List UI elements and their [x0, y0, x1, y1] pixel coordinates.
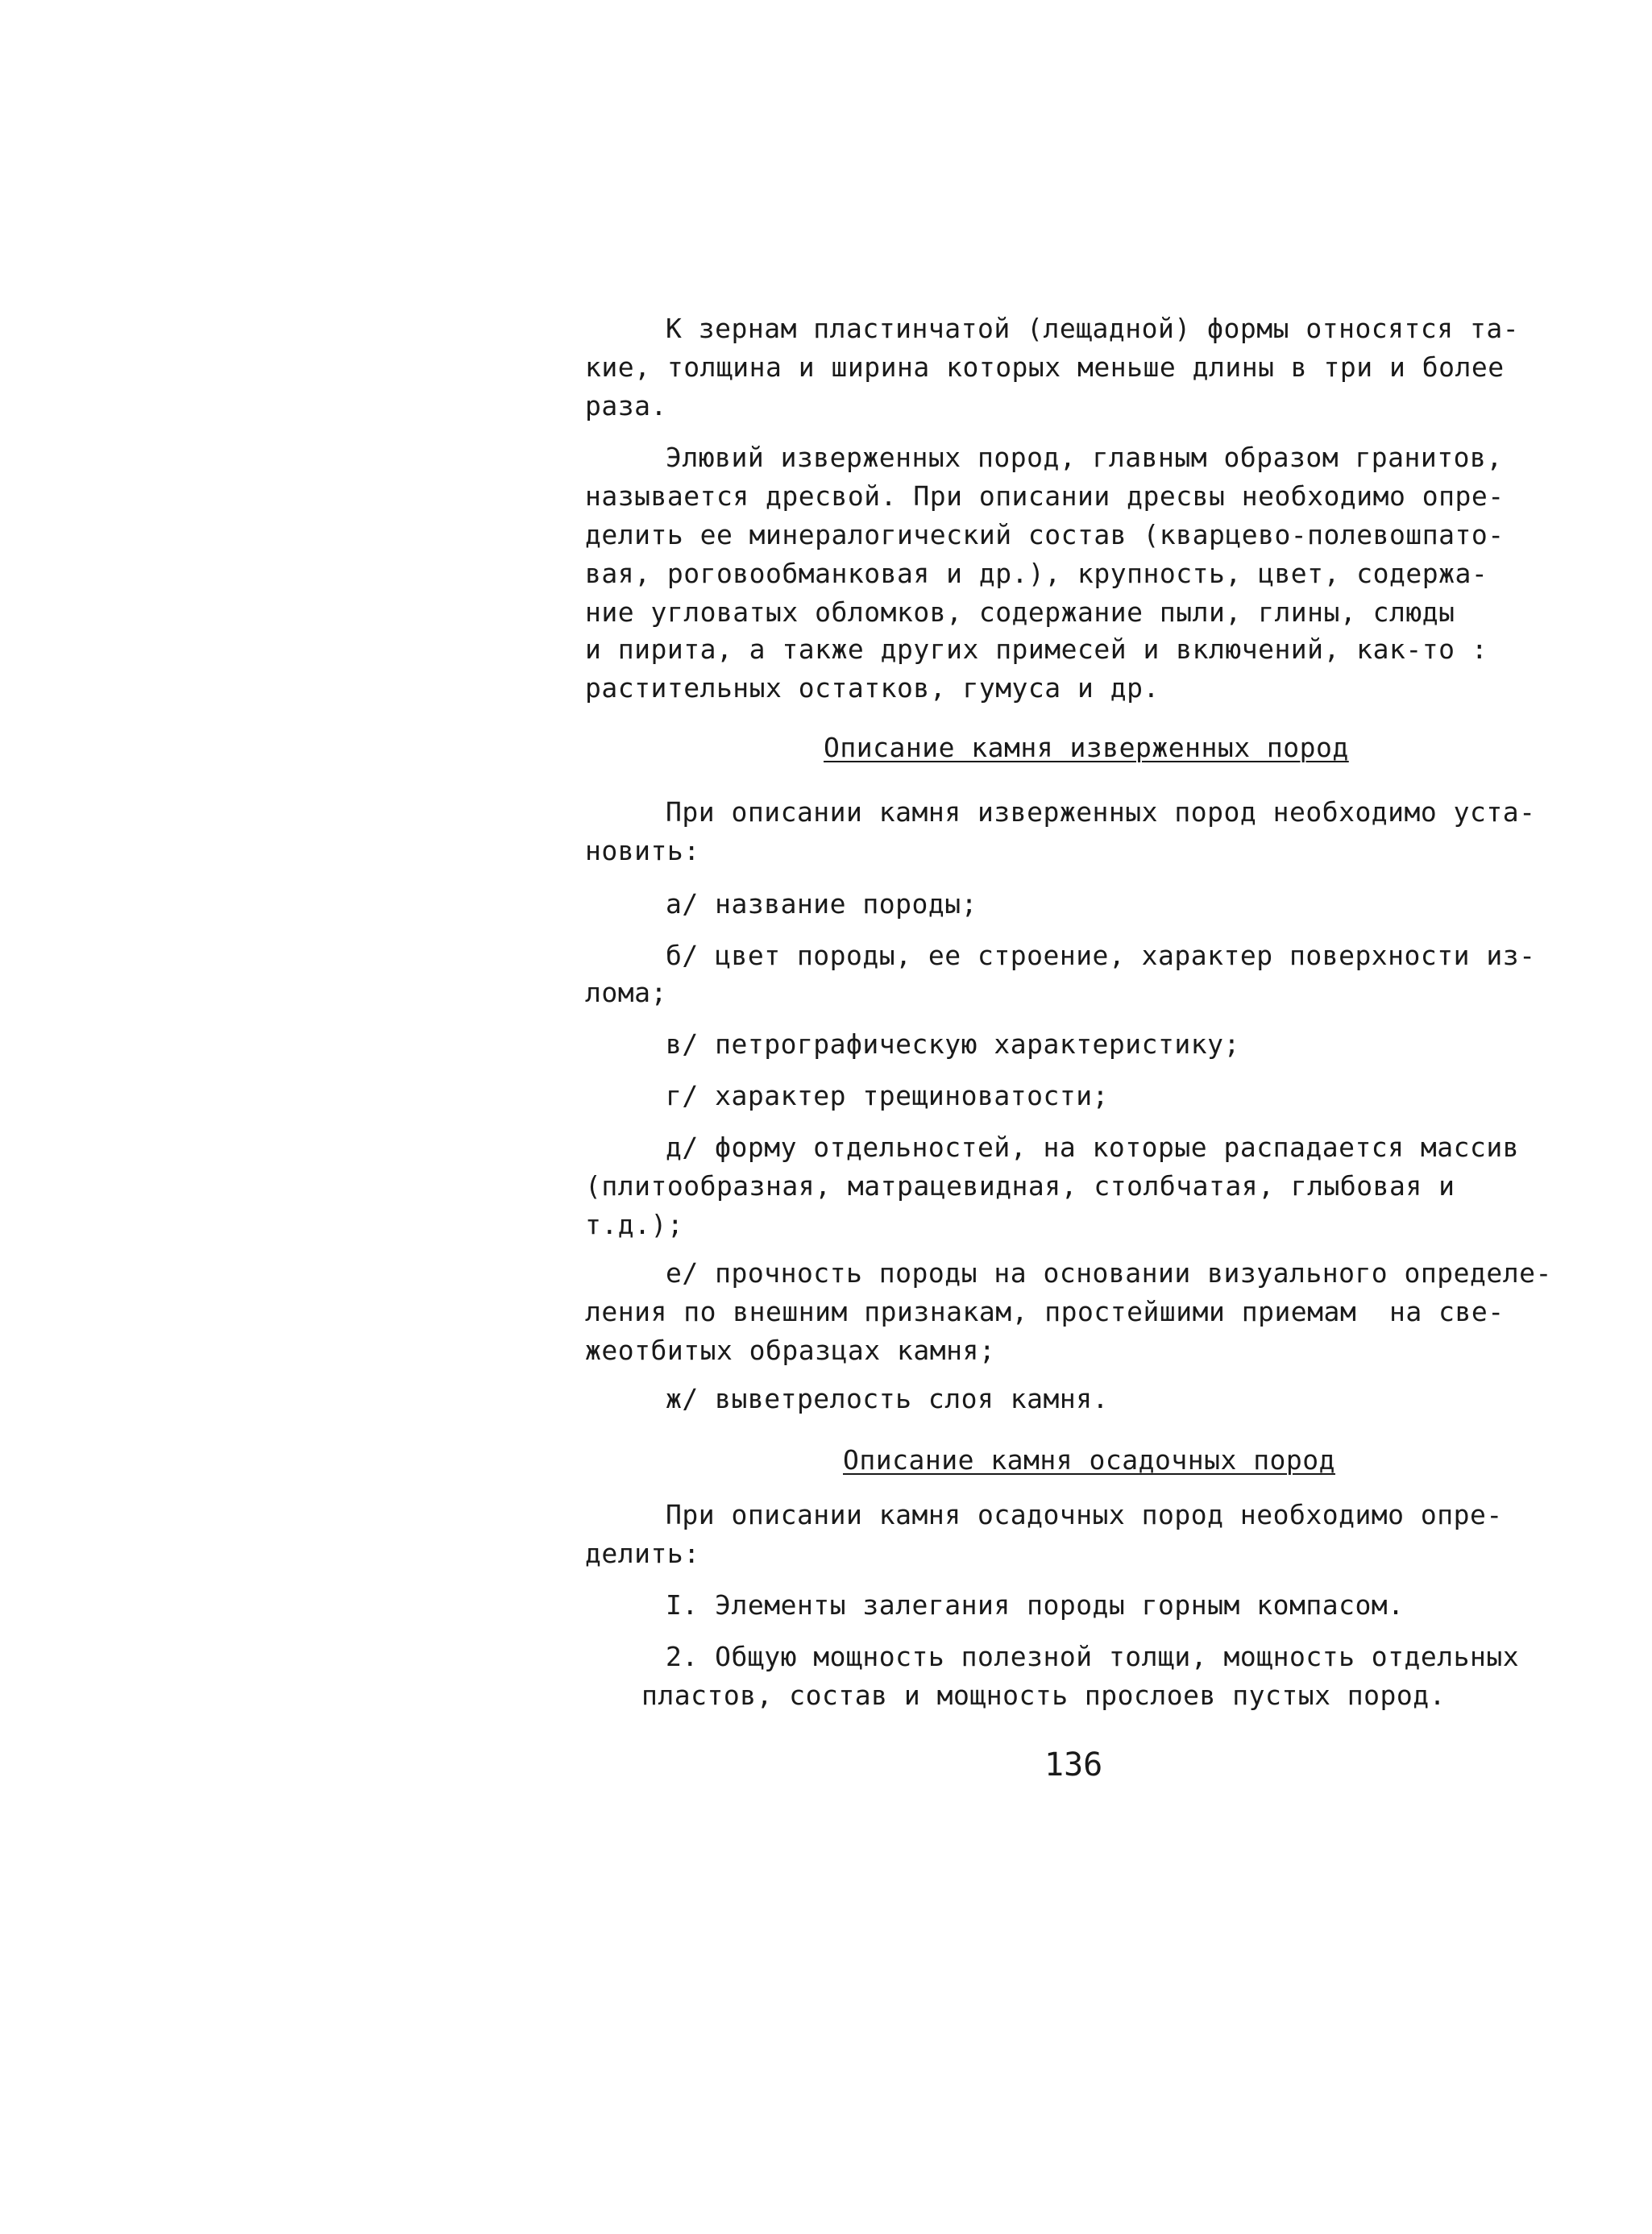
text-line: лома;	[585, 977, 667, 1008]
text-line: жеотбитых образцах камня;	[585, 1335, 996, 1366]
text-line: При описании камня изверженных пород необходимо уста-	[666, 796, 1536, 828]
list-item: I. Элементы залегания породы горным компасом.	[666, 1589, 1405, 1621]
list-item: б/ цвет породы, ее строение, характер поверхности из-	[666, 940, 1536, 971]
text-line: ние угловатых обломков, содержание пыли, глины, слюды	[585, 596, 1455, 628]
section-heading: Описание камня изверженных пород	[824, 732, 1349, 763]
list-item: а/ название породы;	[666, 888, 978, 920]
list-item: в/ петрографическую характеристику;	[666, 1028, 1240, 1060]
text-line: кие, толщина и ширина которых меньше длины в три и более	[585, 351, 1505, 383]
list-item: е/ прочность породы на основании визуального определе-	[666, 1257, 1552, 1289]
list-item: ж/ выветрелость слоя камня.	[666, 1383, 1109, 1414]
text-line: (плитообразная, матрацевидная, столбчатая, глыбовая и	[585, 1170, 1455, 1202]
list-item: г/ характер трещиноватости;	[666, 1080, 1109, 1111]
text-line: т.д.);	[585, 1209, 684, 1240]
list-item: 2. Общую мощность полезной толщи, мощность отдельных	[666, 1641, 1520, 1672]
text-line: делить:	[585, 1538, 700, 1569]
text-line: растительных остатков, гумуса и др.	[585, 672, 1160, 704]
text-line: ления по внешним признакам, простейшими приемам на све-	[585, 1296, 1505, 1327]
text-line: К зернам пластинчатой (лещадной) формы относятся та-	[666, 313, 1520, 344]
text-line: и пирита, а также других примесей и включений, как-то :	[585, 633, 1488, 665]
text-line: При описании камня осадочных пород необходимо опре-	[666, 1499, 1503, 1530]
text-line: раза.	[585, 390, 667, 421]
text-line: пластов, состав и мощность прослоев пустых пород.	[641, 1680, 1447, 1711]
text-line: делить ее минералогический состав (кварцево-полевошпато-	[585, 519, 1505, 550]
page-number: 136	[1044, 1746, 1103, 1783]
section-heading: Описание камня осадочных пород	[843, 1444, 1336, 1476]
text-line: Элювий изверженных пород, главным образом гранитов,	[666, 442, 1503, 473]
text-line: называется дресвой. При описании дресвы необходимо опре-	[585, 480, 1505, 512]
text-line: новить:	[585, 835, 700, 866]
text-line: вая, роговообманковая и др.), крупность, цвет, содержа-	[585, 558, 1488, 589]
list-item: д/ форму отдельностей, на которые распадается массив	[666, 1132, 1520, 1163]
